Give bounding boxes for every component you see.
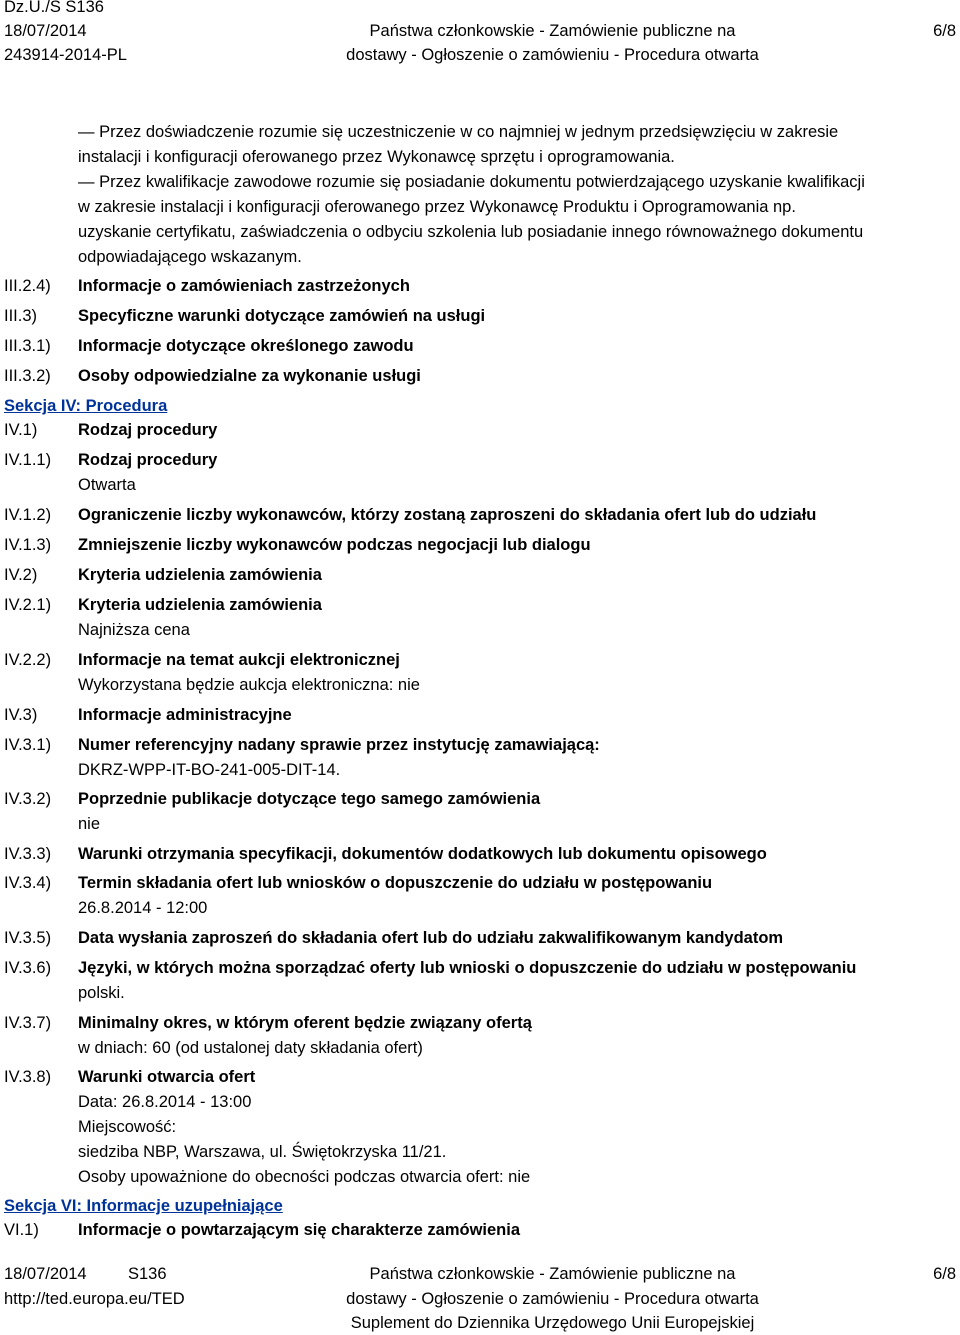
footer-title-line2: dostawy - Ogłoszenie o zamówieniu - Procedura otwarta — [346, 1290, 759, 1308]
item-title: Informacje na temat aukcji elektronicznej — [78, 651, 400, 669]
item-title: Warunki otrzymania specyfikacji, dokumentów dodatkowych lub dokumentu opisowego — [78, 845, 767, 863]
item-number: IV.3.6) — [4, 959, 52, 977]
item-title: Języki, w których można sporządzać oferty lub wnioski o dopuszczenie do udziału w postępowaniu — [78, 959, 857, 977]
item-text: Otwarta — [78, 476, 136, 494]
item-text: Wykorzystana będzie aukcja elektroniczna: nie — [78, 676, 420, 694]
item-number: IV.1.1) — [4, 451, 52, 469]
item-number: IV.3) — [4, 706, 38, 724]
section-heading-iv: Sekcja IV: Procedura — [4, 397, 168, 415]
item-text: siedziba NBP, Warszawa, ul. Świętokrzyska 11/21. — [78, 1143, 447, 1161]
item-text: Najniższa cena — [78, 621, 190, 639]
item-title: Informacje administracyjne — [78, 706, 292, 724]
item-text: Osoby upoważnione do obecności podczas otwarcia ofert: nie — [78, 1168, 531, 1186]
item-number: IV.2) — [4, 566, 38, 584]
header-date: 18/07/2014 — [4, 22, 87, 40]
item-text: Data: 26.8.2014 - 13:00 — [78, 1093, 252, 1111]
item-number: IV.3.2) — [4, 790, 52, 808]
item-title: Rodzaj procedury — [78, 451, 218, 469]
item-number: IV.3.5) — [4, 929, 52, 947]
footer-issue: S136 — [128, 1265, 167, 1283]
item-number: IV.2.1) — [4, 596, 52, 614]
section-heading-vi: Sekcja VI: Informacje uzupełniające — [4, 1197, 283, 1215]
item-number: IV.3.4) — [4, 874, 52, 892]
item-text: polski. — [78, 984, 125, 1002]
item-text: w dniach: 60 (od ustalonej daty składania ofert) — [78, 1039, 423, 1057]
item-number: IV.2.2) — [4, 651, 52, 669]
item-title: Numer referencyjny nadany sprawie przez instytucję zamawiającą: — [78, 736, 600, 754]
item-number: IV.3.8) — [4, 1068, 52, 1086]
header-notice-id: 243914-2014-PL — [4, 46, 127, 64]
intro-line: — Przez kwalifikacje zawodowe rozumie się posiadanie dokumentu potwierdzającego uzyskanie kwalifikacji — [78, 173, 865, 191]
intro-line: uzyskanie certyfikatu, zaświadczenia o odbyciu szkolenia lub posiadanie innego równoważnego dokumentu — [78, 223, 864, 241]
item-title: Informacje o zamówieniach zastrzeżonych — [78, 277, 410, 295]
item-title: Warunki otwarcia ofert — [78, 1068, 256, 1086]
item-title: Poprzednie publikacje dotyczące tego samego zamówienia — [78, 790, 541, 808]
item-number: IV.3.7) — [4, 1014, 52, 1032]
item-number: IV.1.2) — [4, 506, 52, 524]
header-page-number: 6/8 — [933, 22, 956, 40]
item-number: III.2.4) — [4, 277, 51, 295]
footer-date: 18/07/2014 — [4, 1265, 87, 1283]
item-number: VI.1) — [4, 1221, 39, 1239]
item-text: 26.8.2014 - 12:00 — [78, 899, 208, 917]
item-title: Informacje o powtarzającym się charakterze zamówienia — [78, 1221, 521, 1239]
item-title: Informacje dotyczące określonego zawodu — [78, 337, 414, 355]
item-text: DKRZ-WPP-IT-BO-241-005-DIT-14. — [78, 761, 341, 779]
intro-line: instalacji i konfiguracji oferowanego przez Wykonawcę sprzętu i oprogramowania. — [78, 148, 675, 166]
intro-line: — Przez doświadczenie rozumie się uczestniczenie w co najmniej w jednym przedsięwzięciu w zakresie — [78, 123, 839, 141]
item-title: Kryteria udzielenia zamówienia — [78, 596, 322, 614]
item-number: IV.3.3) — [4, 845, 52, 863]
intro-line: w zakresie instalacji i konfiguracji oferowanego przez Wykonawcę Produktu i Oprogramowania np. — [78, 198, 796, 216]
item-title: Rodzaj procedury — [78, 421, 218, 439]
item-title: Termin składania ofert lub wniosków o dopuszczenie do udziału w postępowaniu — [78, 874, 713, 892]
item-number: IV.1) — [4, 421, 38, 439]
item-text: nie — [78, 815, 101, 833]
footer-title-line1: Państwa członkowskie - Zamówienie publiczne na — [369, 1265, 736, 1283]
header-journal-ref: Dz.U./S S136 — [4, 0, 104, 16]
intro-line: odpowiadającego wskazanym. — [78, 248, 302, 266]
item-title: Kryteria udzielenia zamówienia — [78, 566, 322, 584]
item-title: Specyficzne warunki dotyczące zamówień na usługi — [78, 307, 486, 325]
item-number: III.3.2) — [4, 367, 51, 385]
item-number: IV.1.3) — [4, 536, 52, 554]
item-number: III.3.1) — [4, 337, 51, 355]
item-title: Zmniejszenie liczby wykonawców podczas negocjacji lub dialogu — [78, 536, 591, 554]
item-number: III.3) — [4, 307, 38, 325]
item-title: Minimalny okres, w którym oferent będzie związany ofertą — [78, 1014, 532, 1032]
item-text: Miejscowość: — [78, 1118, 177, 1136]
item-title: Ograniczenie liczby wykonawców, którzy zostaną zaproszeni do składania ofert lub do udziału — [78, 506, 817, 524]
page-header — [0, 0, 960, 70]
footer-row — [0, 1262, 960, 1332]
footer-url[interactable]: http://ted.europa.eu/TED — [4, 1290, 185, 1308]
item-title: Osoby odpowiedzialne za wykonanie usługi — [78, 367, 421, 385]
item-number: IV.3.1) — [4, 736, 52, 754]
header-title-line1: Państwa członkowskie - Zamówienie publiczne na — [369, 22, 736, 40]
item-title: Data wysłania zaproszeń do składania ofert lub do udziału zakwalifikowanym kandydatom — [78, 929, 784, 947]
page-footer — [0, 1262, 960, 1334]
footer-supplement: Suplement do Dziennika Urzędowego Unii Europejskiej — [350, 1314, 755, 1332]
header-title-line2: dostawy - Ogłoszenie o zamówieniu - Procedura otwarta — [346, 46, 759, 64]
footer-page-number: 6/8 — [933, 1265, 956, 1283]
